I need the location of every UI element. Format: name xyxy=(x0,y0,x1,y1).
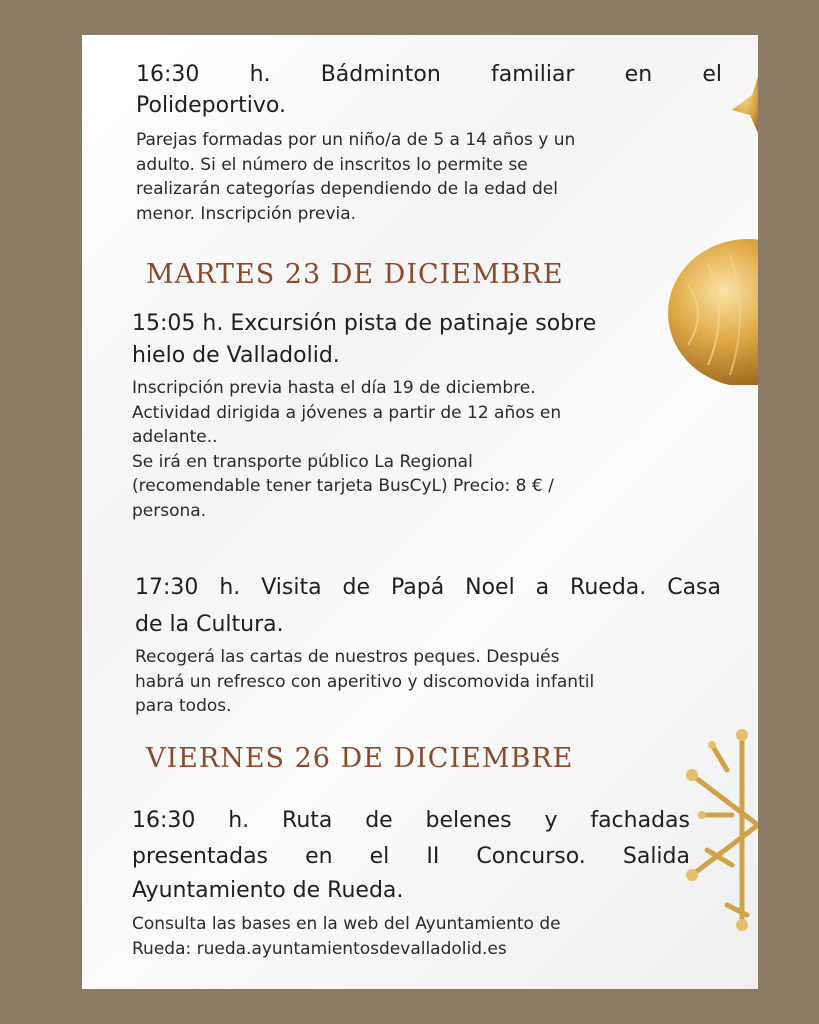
program-card xyxy=(82,35,758,989)
event-title-cont: Polideportivo. xyxy=(136,93,286,118)
event-title: 17:30 h. Visita de Papá Noel a Rueda. Casa xyxy=(135,575,721,600)
event-title: 16:30 h. Bádminton familiar en el xyxy=(136,62,722,87)
gold-star-icon xyxy=(722,55,758,135)
event-title-cont: hielo de Valladolid. xyxy=(132,343,340,368)
day-heading-martes: MARTES 23 DE DICIEMBRE xyxy=(146,259,564,290)
event-title: 15:05 h. Excursión pista de patinaje sobre xyxy=(132,311,597,336)
event-description: Recogerá las cartas de nuestros peques. Después habrá un refresco con aperitivo y discomovida infantil para todos. xyxy=(135,647,595,716)
event-description: Consulta las bases en la web del Ayuntamiento de Rueda: rueda.ayuntamientosdevalladolid.es xyxy=(132,914,561,959)
event-title-cont: de la Cultura. xyxy=(135,612,284,637)
day-heading-viernes: VIERNES 26 DE DICIEMBRE xyxy=(146,743,574,774)
event-title-cont: presentadas en el II Concurso. Salida xyxy=(132,844,690,869)
event-description: Parejas formadas por un niño/a de 5 a 14 años y un adulto. Si el número de inscritos lo permite se realizarán categorías dependiendo de la edad del menor. Inscripción previa. xyxy=(136,130,576,224)
event-title: 16:30 h. Ruta de belenes y fachadas xyxy=(132,808,690,833)
event-title-cont: Ayuntamiento de Rueda. xyxy=(132,878,404,903)
event-description: Inscripción previa hasta el día 19 de diciembre. Actividad dirigida a jóvenes a partir de 12 años en adelante.. Se irá en transporte público La Regional (recomendable tener tarjeta BusCyL) Precio: 8 € / persona. xyxy=(132,378,562,521)
